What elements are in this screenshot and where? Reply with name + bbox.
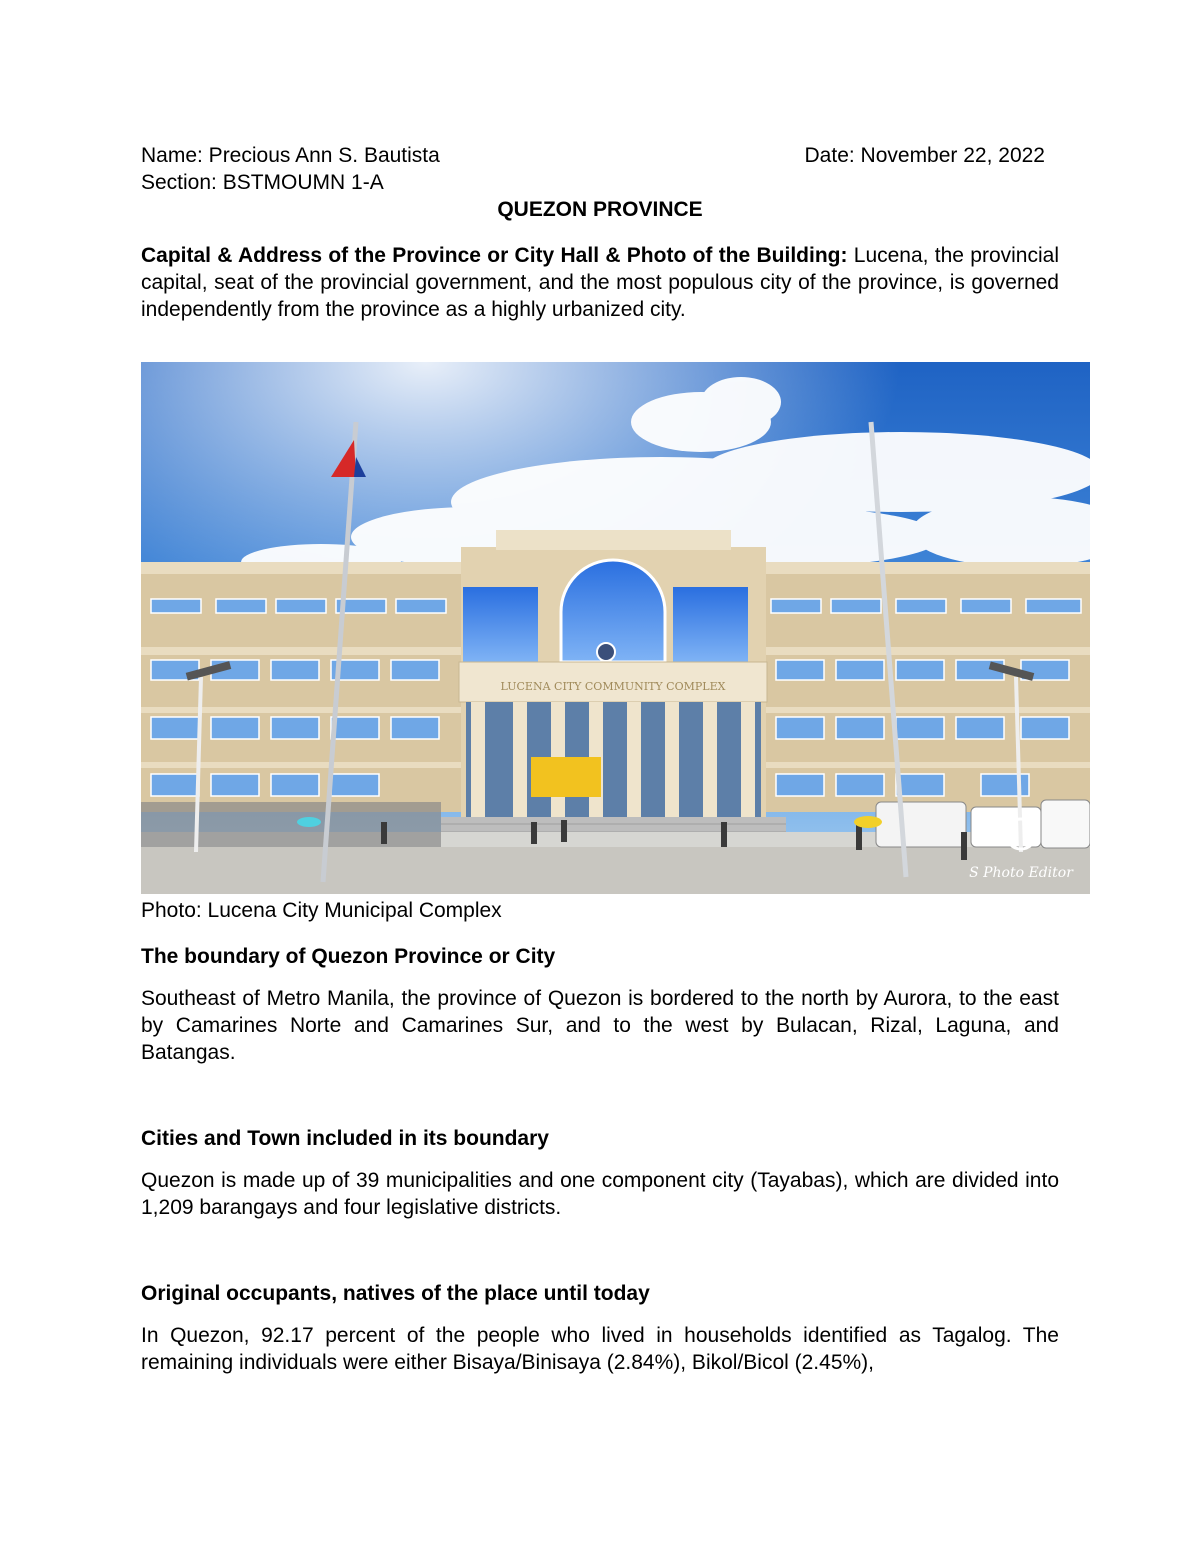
cities-heading: Cities and Town included in its boundary	[141, 1127, 549, 1150]
building-sign: LUCENA CITY COMMUNITY COMPLEX	[500, 680, 726, 693]
capital-text: Lucena, the provincial capital, seat of the provincial government, and the most populous city of the province, is governed independently from the province as a highly urbanized city.	[141, 244, 1059, 321]
document-header	[141, 142, 1059, 323]
document-date: Date: November 22, 2022	[804, 144, 1045, 167]
boundary-text: Southeast of Metro Manila, the province of Quezon is bordered to the north by Aurora, to the east by Camarines Norte and Camarines Sur, and to the west by Bulacan, Rizal, Laguna, and Batangas.	[141, 987, 1059, 1064]
capital-label: Capital & Address of the Province or City Hall & Photo of the Building:	[141, 244, 848, 267]
boundary-section	[141, 943, 1059, 1066]
boundary-heading: The boundary of Quezon Province or City	[141, 945, 556, 968]
student-name: Name: Precious Ann S. Bautista	[141, 144, 440, 167]
occupants-text: In Quezon, 92.17 percent of the people who lived in households identified as Tagalog. The remaining individuals were either Bisaya/Binisaya (2.84%), Bikol/Bicol (2.45%),	[141, 1324, 1059, 1374]
city-hall-photo	[141, 362, 1090, 894]
photo-watermark: S Photo Editor	[969, 865, 1073, 881]
capital-paragraph	[141, 242, 1059, 323]
page-title: QUEZON PROVINCE	[497, 198, 703, 221]
photo-caption: Photo: Lucena City Municipal Complex	[141, 899, 502, 922]
occupants-section	[141, 1280, 1059, 1376]
header-row	[141, 142, 1059, 169]
cities-section	[141, 1125, 1059, 1221]
student-section: Section: BSTMOUMN 1-A	[141, 171, 384, 194]
occupants-heading: Original occupants, natives of the place until today	[141, 1282, 650, 1305]
cities-text: Quezon is made up of 39 municipalities and one component city (Tayabas), which are divided into 1,209 barangays and four legislative districts.	[141, 1169, 1059, 1219]
